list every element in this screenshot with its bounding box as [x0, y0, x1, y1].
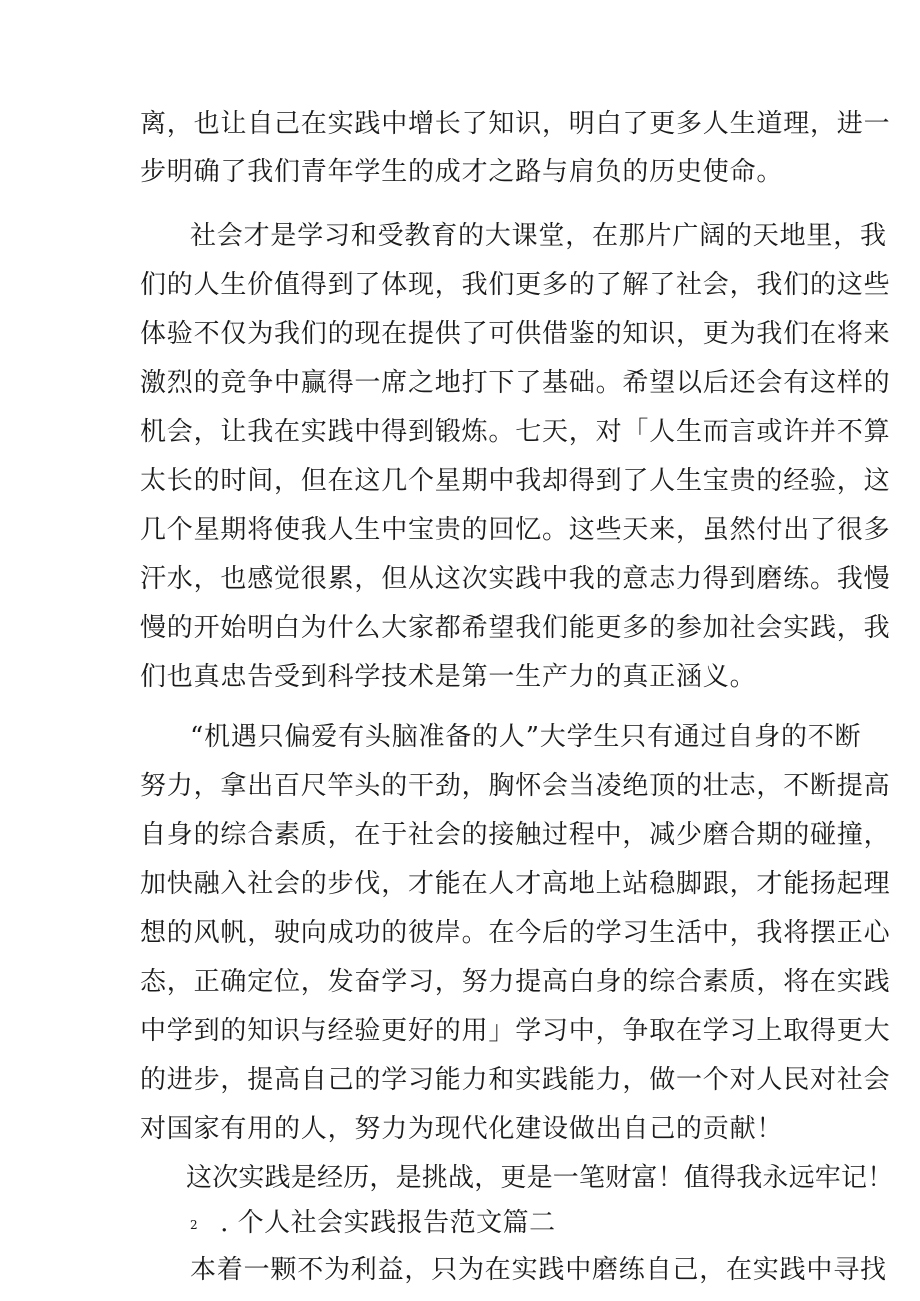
paragraph-line: 机会，让我在实践中得到锻炼。七天，对「人生而言或许并不算	[140, 417, 891, 447]
paragraph-line: “机遇只偏爱有头脑准备的人”大学生只有通过自身的不断	[190, 722, 862, 752]
paragraph-line: 太长的时间，但在这几个星期中我却得到了人生宝贵的经验，这	[140, 466, 891, 496]
paragraph-line: 态，正确定位，发奋学习，努力提高白身的综合素质，将在实践	[140, 967, 891, 997]
paragraph-line: 体验不仅为我们的现在提供了可供借鉴的知识，更为我们在将来	[140, 319, 891, 349]
paragraph-line: 自身的综合素质，在于社会的接触过程中，减少磨合期的碰撞，	[140, 820, 891, 850]
paragraph-line: 加快融入社会的步伐，才能在人才高地上站稳脚跟，才能扬起理	[140, 869, 891, 899]
paragraph-line: 中学到的知识与经验更好的用」学习中，争取在学习上取得更大	[140, 1016, 891, 1046]
paragraph-line: 汗水，也感觉很累，但从这次实践中我的意志力得到磨练。我慢	[140, 564, 891, 594]
section-number: 2	[190, 1218, 199, 1232]
paragraph-line: 对国家有用的人，努力为现代化建设做出自己的贡献！	[140, 1114, 784, 1144]
paragraph-line: 离，也让自己在实践中增长了知识，明白了更多人生道理，进一	[140, 109, 891, 139]
paragraph-line: 本着一颗不为利益，只为在实践中磨练自己，在实践中寻找	[190, 1255, 887, 1285]
paragraph-line: 几个星期将使我人生中宝贵的回忆。这些天来，虽然付出了很多	[140, 515, 891, 545]
paragraph-line: 们的人生价值得到了体现，我们更多的了解了社会，我们的这些	[140, 270, 891, 300]
paragraph-line: 们也真忠告受到科学技术是第一生产力的真正涵义。	[140, 662, 757, 692]
paragraph-line: 激烈的竞争中赢得一席之地打下了基础。希望以后还会有这样的	[140, 368, 891, 398]
paragraph-line: 这次实践是经历，是挑战，更是一笔财富！值得我永远牢记！	[186, 1163, 894, 1193]
paragraph-line: 努力，拿出百尺竿头的干劲，胸怀会当凌绝顶的壮志，不断提高	[140, 771, 891, 801]
paragraph-line: 步明确了我们青年学生的成才之路与肩负的历史使命。	[140, 157, 784, 187]
section-heading	[190, 1205, 790, 1241]
paragraph-line: 想的风帆，驶向成功的彼岸。在今后的学习生活中，我将摆正心	[140, 918, 891, 948]
paragraph-line: 慢的开始明白为什么大家都希望我们能更多的参加社会实践，我	[140, 613, 891, 643]
section-title: . 个人社会实践报告范文篇二	[220, 1208, 556, 1238]
paragraph-line: 社会才是学习和受教育的大课堂，在那片广阔的天地里，我	[190, 221, 887, 251]
paragraph-line: 的进步，提高自己的学习能力和实践能力，做一个对人民对社会	[140, 1065, 891, 1095]
